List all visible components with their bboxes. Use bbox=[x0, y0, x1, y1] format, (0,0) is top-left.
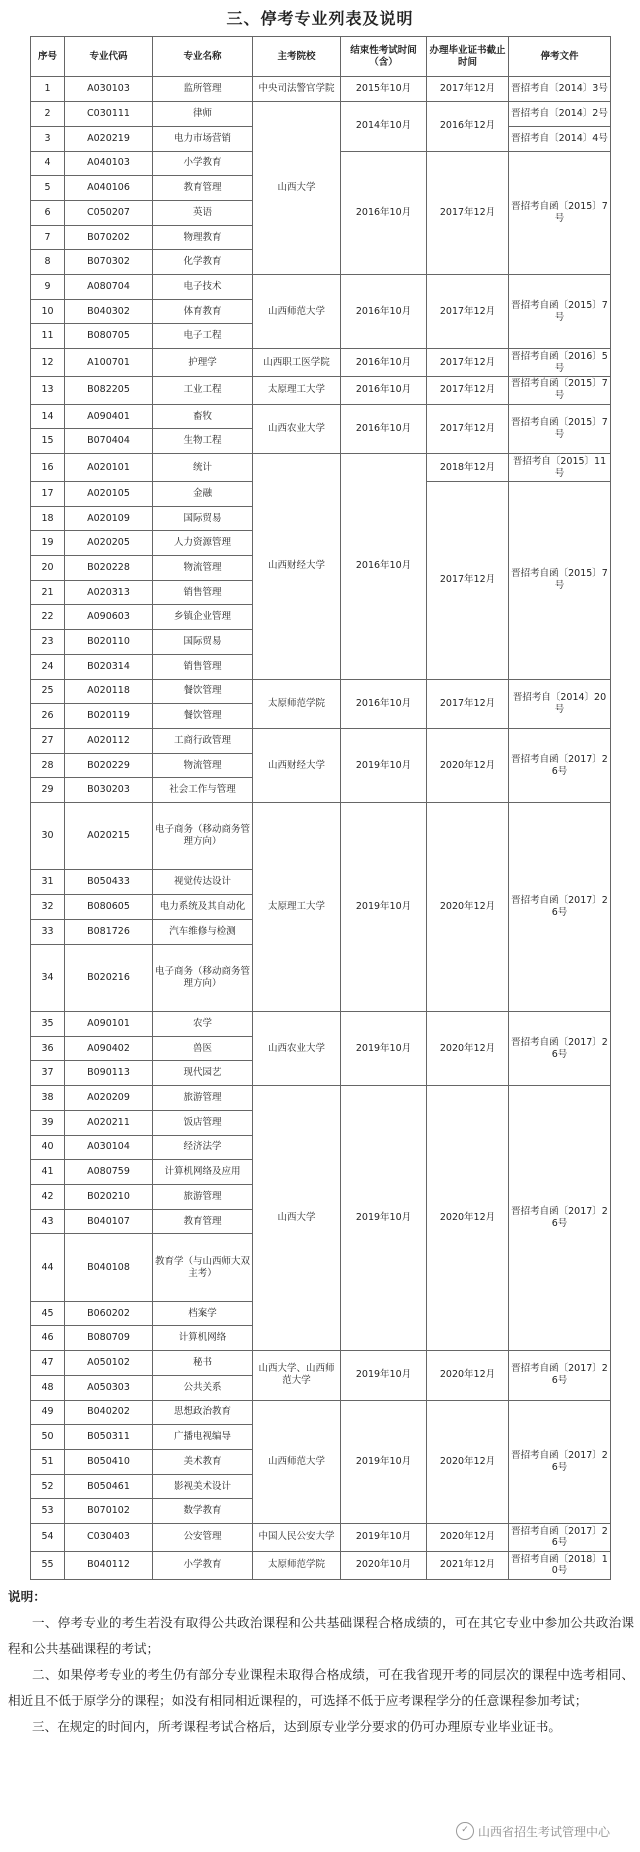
major-code: B070102 bbox=[65, 1499, 153, 1524]
table-row bbox=[31, 1551, 611, 1579]
major-name: 数学教育 bbox=[153, 1499, 253, 1524]
major-name: 计算机网络及应用 bbox=[153, 1160, 253, 1185]
cert-deadline-cell: 2017年12月 bbox=[427, 404, 509, 453]
major-name: 饭店管理 bbox=[153, 1110, 253, 1135]
row-number: 46 bbox=[31, 1326, 65, 1351]
exam-end-cell: 2019年10月 bbox=[341, 1011, 427, 1085]
doc-cell: 晋招考自〔2014〕20号 bbox=[509, 679, 611, 728]
major-name: 视觉传达设计 bbox=[153, 870, 253, 895]
table-row bbox=[31, 1524, 611, 1552]
major-name: 金融 bbox=[153, 481, 253, 506]
major-code: A020313 bbox=[65, 580, 153, 605]
cert-deadline-cell: 2018年12月 bbox=[427, 454, 509, 482]
row-number: 10 bbox=[31, 299, 65, 324]
school-cell: 山西大学、山西师范大学 bbox=[253, 1351, 341, 1400]
row-number: 22 bbox=[31, 605, 65, 630]
note-paragraph-2: 二、如果停考专业的考生仍有部分专业课程未取得合格成绩，可在我省现开考的同层次的课程中选考相同、相近且不低于原学分的课程；如没有相同相近课程的，可选择不低于应考课程学分的任意课程参加考试； bbox=[8, 1667, 634, 1708]
row-number: 24 bbox=[31, 654, 65, 679]
major-name: 生物工程 bbox=[153, 429, 253, 454]
table-row bbox=[31, 1351, 611, 1376]
school-cell: 中国人民公安大学 bbox=[253, 1524, 341, 1552]
table-row bbox=[31, 77, 611, 102]
header-cell: 专业代码 bbox=[65, 37, 153, 77]
doc-cell: 晋招考自函〔2017〕26号 bbox=[509, 1524, 611, 1552]
row-number: 8 bbox=[31, 250, 65, 275]
major-code: A020101 bbox=[65, 454, 153, 482]
major-code: B040108 bbox=[65, 1234, 153, 1301]
major-code: A030103 bbox=[65, 77, 153, 102]
watermark bbox=[452, 1822, 610, 1840]
cert-deadline-cell: 2017年12月 bbox=[427, 349, 509, 377]
major-name: 电子技术 bbox=[153, 275, 253, 300]
cert-deadline-cell: 2017年12月 bbox=[427, 77, 509, 102]
major-name: 物理教育 bbox=[153, 225, 253, 250]
major-code: B070202 bbox=[65, 225, 153, 250]
major-name: 汽车维修与检测 bbox=[153, 919, 253, 944]
cert-deadline-cell: 2021年12月 bbox=[427, 1551, 509, 1579]
row-number: 7 bbox=[31, 225, 65, 250]
row-number: 1 bbox=[31, 77, 65, 102]
major-code: B090113 bbox=[65, 1061, 153, 1086]
row-number: 3 bbox=[31, 126, 65, 151]
row-number: 11 bbox=[31, 324, 65, 349]
major-name: 农学 bbox=[153, 1011, 253, 1036]
major-name: 销售管理 bbox=[153, 654, 253, 679]
major-code: B020228 bbox=[65, 556, 153, 581]
row-number: 21 bbox=[31, 580, 65, 605]
doc-cell: 晋招考自函〔2015〕7号 bbox=[509, 376, 611, 404]
table-row bbox=[31, 349, 611, 377]
major-code: A090402 bbox=[65, 1036, 153, 1061]
note-paragraph-3: 三、在规定的时间内，所考课程考试合格后，达到原专业学分要求的仍可办理原专业毕业证书。 bbox=[32, 1719, 561, 1734]
major-name: 电力系统及其自动化 bbox=[153, 895, 253, 920]
major-name: 人力资源管理 bbox=[153, 531, 253, 556]
header-cell: 专业名称 bbox=[153, 37, 253, 77]
school-cell: 山西农业大学 bbox=[253, 404, 341, 453]
major-code: A090401 bbox=[65, 404, 153, 429]
row-number: 17 bbox=[31, 481, 65, 506]
major-name: 餐饮管理 bbox=[153, 704, 253, 729]
major-code: A090101 bbox=[65, 1011, 153, 1036]
major-name: 小学教育 bbox=[153, 151, 253, 176]
row-number: 30 bbox=[31, 803, 65, 870]
major-name: 秘书 bbox=[153, 1351, 253, 1376]
school-cell: 山西财经大学 bbox=[253, 454, 341, 679]
exam-end-cell: 2019年10月 bbox=[341, 1351, 427, 1400]
page-title: 三、停考专业列表及说明 bbox=[226, 9, 414, 28]
exam-end-cell: 2016年10月 bbox=[341, 679, 427, 728]
major-code: A020118 bbox=[65, 679, 153, 704]
row-number: 39 bbox=[31, 1110, 65, 1135]
row-number: 43 bbox=[31, 1209, 65, 1234]
doc-cell: 晋招考自函〔2015〕7号 bbox=[509, 151, 611, 275]
doc-cell: 晋招考自函〔2015〕7号 bbox=[509, 404, 611, 453]
table-header-row bbox=[31, 37, 611, 77]
major-name: 餐饮管理 bbox=[153, 679, 253, 704]
exam-end-cell: 2016年10月 bbox=[341, 275, 427, 349]
major-code: C030111 bbox=[65, 102, 153, 127]
table-row bbox=[31, 679, 611, 704]
table-row bbox=[31, 376, 611, 404]
major-code: A020211 bbox=[65, 1110, 153, 1135]
major-code: A080759 bbox=[65, 1160, 153, 1185]
row-number: 2 bbox=[31, 102, 65, 127]
exam-end-cell: 2016年10月 bbox=[341, 151, 427, 275]
header-cell: 主考院校 bbox=[253, 37, 341, 77]
wechat-icon: ✓ bbox=[456, 1822, 474, 1840]
exam-end-cell: 2016年10月 bbox=[341, 376, 427, 404]
doc-cell: 晋招考自函〔2017〕26号 bbox=[509, 728, 611, 802]
row-number: 19 bbox=[31, 531, 65, 556]
header-cell: 办理毕业证书截止时间 bbox=[427, 37, 509, 77]
row-number: 47 bbox=[31, 1351, 65, 1376]
major-name: 广播电视编导 bbox=[153, 1425, 253, 1450]
row-number: 29 bbox=[31, 778, 65, 803]
cert-deadline-cell: 2017年12月 bbox=[427, 481, 509, 679]
table-row bbox=[31, 275, 611, 300]
table-row bbox=[31, 404, 611, 429]
major-code: A020105 bbox=[65, 481, 153, 506]
major-name: 工商行政管理 bbox=[153, 728, 253, 753]
major-code: A040103 bbox=[65, 151, 153, 176]
row-number: 18 bbox=[31, 506, 65, 531]
major-code: B080709 bbox=[65, 1326, 153, 1351]
cert-deadline-cell: 2020年12月 bbox=[427, 1400, 509, 1524]
major-name: 小学教育 bbox=[153, 1551, 253, 1579]
row-number: 9 bbox=[31, 275, 65, 300]
exam-end-cell: 2019年10月 bbox=[341, 1524, 427, 1552]
major-name: 化学教育 bbox=[153, 250, 253, 275]
school-cell: 山西财经大学 bbox=[253, 728, 341, 802]
major-code: B020229 bbox=[65, 753, 153, 778]
major-code: B020110 bbox=[65, 630, 153, 655]
school-cell: 山西大学 bbox=[253, 1086, 341, 1351]
major-name: 护理学 bbox=[153, 349, 253, 377]
major-name: 旅游管理 bbox=[153, 1184, 253, 1209]
row-number: 55 bbox=[31, 1551, 65, 1579]
major-code: A050303 bbox=[65, 1375, 153, 1400]
major-name: 美术教育 bbox=[153, 1449, 253, 1474]
doc-cell: 晋招考自函〔2017〕26号 bbox=[509, 803, 611, 1012]
note-paragraph-1: 一、停考专业的考生若没有取得公共政治课程和公共基础课程合格成绩的，可在其它专业中参加公共政治课程和公共基础课程的考试； bbox=[8, 1615, 634, 1656]
major-code: B040107 bbox=[65, 1209, 153, 1234]
major-name: 体育教育 bbox=[153, 299, 253, 324]
row-number: 51 bbox=[31, 1449, 65, 1474]
school-cell: 太原理工大学 bbox=[253, 376, 341, 404]
header-cell: 序号 bbox=[31, 37, 65, 77]
row-number: 53 bbox=[31, 1499, 65, 1524]
major-code: A050102 bbox=[65, 1351, 153, 1376]
major-name: 物流管理 bbox=[153, 556, 253, 581]
school-cell: 太原师范学院 bbox=[253, 1551, 341, 1579]
major-name: 统计 bbox=[153, 454, 253, 482]
major-code: B040112 bbox=[65, 1551, 153, 1579]
major-name: 公共关系 bbox=[153, 1375, 253, 1400]
cert-deadline-cell: 2017年12月 bbox=[427, 275, 509, 349]
watermark-text: 山西省招生考试管理中心 bbox=[477, 1824, 610, 1839]
cert-deadline-cell: 2020年12月 bbox=[427, 728, 509, 802]
major-name: 乡镇企业管理 bbox=[153, 605, 253, 630]
cert-deadline-cell: 2017年12月 bbox=[427, 151, 509, 275]
row-number: 20 bbox=[31, 556, 65, 581]
school-cell: 山西农业大学 bbox=[253, 1011, 341, 1085]
major-code: B020314 bbox=[65, 654, 153, 679]
major-name: 电力市场营销 bbox=[153, 126, 253, 151]
exam-end-cell: 2016年10月 bbox=[341, 349, 427, 377]
school-cell: 山西职工医学院 bbox=[253, 349, 341, 377]
major-code: B060202 bbox=[65, 1301, 153, 1326]
row-number: 31 bbox=[31, 870, 65, 895]
exam-end-cell: 2016年10月 bbox=[341, 454, 427, 679]
row-number: 4 bbox=[31, 151, 65, 176]
major-name: 国际贸易 bbox=[153, 630, 253, 655]
row-number: 23 bbox=[31, 630, 65, 655]
exam-end-cell: 2019年10月 bbox=[341, 1086, 427, 1351]
major-code: B070302 bbox=[65, 250, 153, 275]
major-code: A020209 bbox=[65, 1086, 153, 1111]
cert-deadline-cell: 2017年12月 bbox=[427, 376, 509, 404]
major-code: A030104 bbox=[65, 1135, 153, 1160]
row-number: 33 bbox=[31, 919, 65, 944]
notes-title: 说明： bbox=[8, 1589, 46, 1604]
row-number: 37 bbox=[31, 1061, 65, 1086]
major-name: 畜牧 bbox=[153, 404, 253, 429]
notes-section bbox=[0, 1584, 640, 1740]
row-number: 36 bbox=[31, 1036, 65, 1061]
row-number: 49 bbox=[31, 1400, 65, 1425]
exam-end-cell: 2019年10月 bbox=[341, 803, 427, 1012]
row-number: 38 bbox=[31, 1086, 65, 1111]
major-name: 计算机网络 bbox=[153, 1326, 253, 1351]
major-code: B050461 bbox=[65, 1474, 153, 1499]
major-name: 工业工程 bbox=[153, 376, 253, 404]
row-number: 28 bbox=[31, 753, 65, 778]
doc-cell: 晋招考自函〔2018〕10号 bbox=[509, 1551, 611, 1579]
table-row bbox=[31, 1011, 611, 1036]
major-code: A090603 bbox=[65, 605, 153, 630]
doc-cell: 晋招考自函〔2017〕26号 bbox=[509, 1400, 611, 1524]
table-row bbox=[31, 454, 611, 482]
major-name: 教育管理 bbox=[153, 176, 253, 201]
major-name: 兽医 bbox=[153, 1036, 253, 1061]
row-number: 5 bbox=[31, 176, 65, 201]
major-name: 现代园艺 bbox=[153, 1061, 253, 1086]
major-name: 教育学（与山西师大双主考） bbox=[153, 1234, 253, 1301]
doc-cell: 晋招考自函〔2016〕5号 bbox=[509, 349, 611, 377]
table-row bbox=[31, 728, 611, 753]
row-number: 27 bbox=[31, 728, 65, 753]
major-code: A020112 bbox=[65, 728, 153, 753]
major-name: 监所管理 bbox=[153, 77, 253, 102]
major-name: 档案学 bbox=[153, 1301, 253, 1326]
table-row bbox=[31, 1086, 611, 1111]
row-number: 34 bbox=[31, 944, 65, 1011]
major-name: 影视美术设计 bbox=[153, 1474, 253, 1499]
major-code: A020109 bbox=[65, 506, 153, 531]
major-name: 社会工作与管理 bbox=[153, 778, 253, 803]
exam-end-cell: 2014年10月 bbox=[341, 102, 427, 151]
row-number: 35 bbox=[31, 1011, 65, 1036]
major-code: B081726 bbox=[65, 919, 153, 944]
doc-cell: 晋招考自〔2014〕4号 bbox=[509, 126, 611, 151]
major-name: 国际贸易 bbox=[153, 506, 253, 531]
row-number: 15 bbox=[31, 429, 65, 454]
major-code: B020119 bbox=[65, 704, 153, 729]
major-code: B050410 bbox=[65, 1449, 153, 1474]
row-number: 41 bbox=[31, 1160, 65, 1185]
row-number: 26 bbox=[31, 704, 65, 729]
table-row bbox=[31, 1400, 611, 1425]
cert-deadline-cell: 2020年12月 bbox=[427, 1524, 509, 1552]
doc-cell: 晋招考自函〔2017〕26号 bbox=[509, 1351, 611, 1400]
major-name: 电子商务（移动商务管理方向） bbox=[153, 944, 253, 1011]
row-number: 44 bbox=[31, 1234, 65, 1301]
doc-cell: 晋招考自函〔2015〕7号 bbox=[509, 275, 611, 349]
major-name: 销售管理 bbox=[153, 580, 253, 605]
major-name: 英语 bbox=[153, 200, 253, 225]
major-code: A080704 bbox=[65, 275, 153, 300]
major-code: A020205 bbox=[65, 531, 153, 556]
major-code: B082205 bbox=[65, 376, 153, 404]
row-number: 6 bbox=[31, 200, 65, 225]
row-number: 54 bbox=[31, 1524, 65, 1552]
doc-cell: 晋招考自〔2015〕11号 bbox=[509, 454, 611, 482]
major-name: 公安管理 bbox=[153, 1524, 253, 1552]
row-number: 42 bbox=[31, 1184, 65, 1209]
row-number: 32 bbox=[31, 895, 65, 920]
doc-cell: 晋招考自函〔2017〕26号 bbox=[509, 1011, 611, 1085]
cert-deadline-cell: 2017年12月 bbox=[427, 679, 509, 728]
major-code: A040106 bbox=[65, 176, 153, 201]
major-code: B040302 bbox=[65, 299, 153, 324]
cert-deadline-cell: 2020年12月 bbox=[427, 803, 509, 1012]
cert-deadline-cell: 2016年12月 bbox=[427, 102, 509, 151]
header-cell: 结束性考试时间（含） bbox=[341, 37, 427, 77]
exam-end-cell: 2019年10月 bbox=[341, 1400, 427, 1524]
major-code: A020215 bbox=[65, 803, 153, 870]
major-name: 经济法学 bbox=[153, 1135, 253, 1160]
table-body bbox=[31, 37, 611, 1580]
school-cell: 中央司法警官学院 bbox=[253, 77, 341, 102]
row-number: 52 bbox=[31, 1474, 65, 1499]
exam-end-cell: 2016年10月 bbox=[341, 404, 427, 453]
row-number: 12 bbox=[31, 349, 65, 377]
major-code: B030203 bbox=[65, 778, 153, 803]
major-code: B050433 bbox=[65, 870, 153, 895]
major-code: B080605 bbox=[65, 895, 153, 920]
row-number: 50 bbox=[31, 1425, 65, 1450]
major-code: C030403 bbox=[65, 1524, 153, 1552]
major-code: C050207 bbox=[65, 200, 153, 225]
row-number: 14 bbox=[31, 404, 65, 429]
major-code: A020219 bbox=[65, 126, 153, 151]
major-code: A100701 bbox=[65, 349, 153, 377]
exam-end-cell: 2020年10月 bbox=[341, 1551, 427, 1579]
school-cell: 山西大学 bbox=[253, 102, 341, 275]
doc-cell: 晋招考自〔2014〕3号 bbox=[509, 77, 611, 102]
cert-deadline-cell: 2020年12月 bbox=[427, 1086, 509, 1351]
major-code: B050311 bbox=[65, 1425, 153, 1450]
cert-deadline-cell: 2020年12月 bbox=[427, 1011, 509, 1085]
major-name: 电子工程 bbox=[153, 324, 253, 349]
row-number: 13 bbox=[31, 376, 65, 404]
major-name: 电子商务（移动商务管理方向） bbox=[153, 803, 253, 870]
major-code: B080705 bbox=[65, 324, 153, 349]
major-name: 旅游管理 bbox=[153, 1086, 253, 1111]
row-number: 48 bbox=[31, 1375, 65, 1400]
header-cell: 停考文件 bbox=[509, 37, 611, 77]
major-name: 教育管理 bbox=[153, 1209, 253, 1234]
row-number: 16 bbox=[31, 454, 65, 482]
doc-cell: 晋招考自〔2014〕2号 bbox=[509, 102, 611, 127]
major-name: 律师 bbox=[153, 102, 253, 127]
school-cell: 山西师范大学 bbox=[253, 1400, 341, 1524]
major-name: 物流管理 bbox=[153, 753, 253, 778]
major-name: 思想政治教育 bbox=[153, 1400, 253, 1425]
row-number: 45 bbox=[31, 1301, 65, 1326]
school-cell: 山西师范大学 bbox=[253, 275, 341, 349]
major-code: B040202 bbox=[65, 1400, 153, 1425]
row-number: 40 bbox=[31, 1135, 65, 1160]
major-code: B070404 bbox=[65, 429, 153, 454]
exam-end-cell: 2019年10月 bbox=[341, 728, 427, 802]
row-number: 25 bbox=[31, 679, 65, 704]
school-cell: 太原理工大学 bbox=[253, 803, 341, 1012]
doc-cell: 晋招考自函〔2015〕7号 bbox=[509, 481, 611, 679]
major-code: B020210 bbox=[65, 1184, 153, 1209]
suspended-majors-table bbox=[30, 36, 611, 1580]
school-cell: 太原师范学院 bbox=[253, 679, 341, 728]
major-code: B020216 bbox=[65, 944, 153, 1011]
doc-cell: 晋招考自函〔2017〕26号 bbox=[509, 1086, 611, 1351]
cert-deadline-cell: 2020年12月 bbox=[427, 1351, 509, 1400]
exam-end-cell: 2015年10月 bbox=[341, 77, 427, 102]
table-row bbox=[31, 803, 611, 870]
table-row bbox=[31, 102, 611, 127]
